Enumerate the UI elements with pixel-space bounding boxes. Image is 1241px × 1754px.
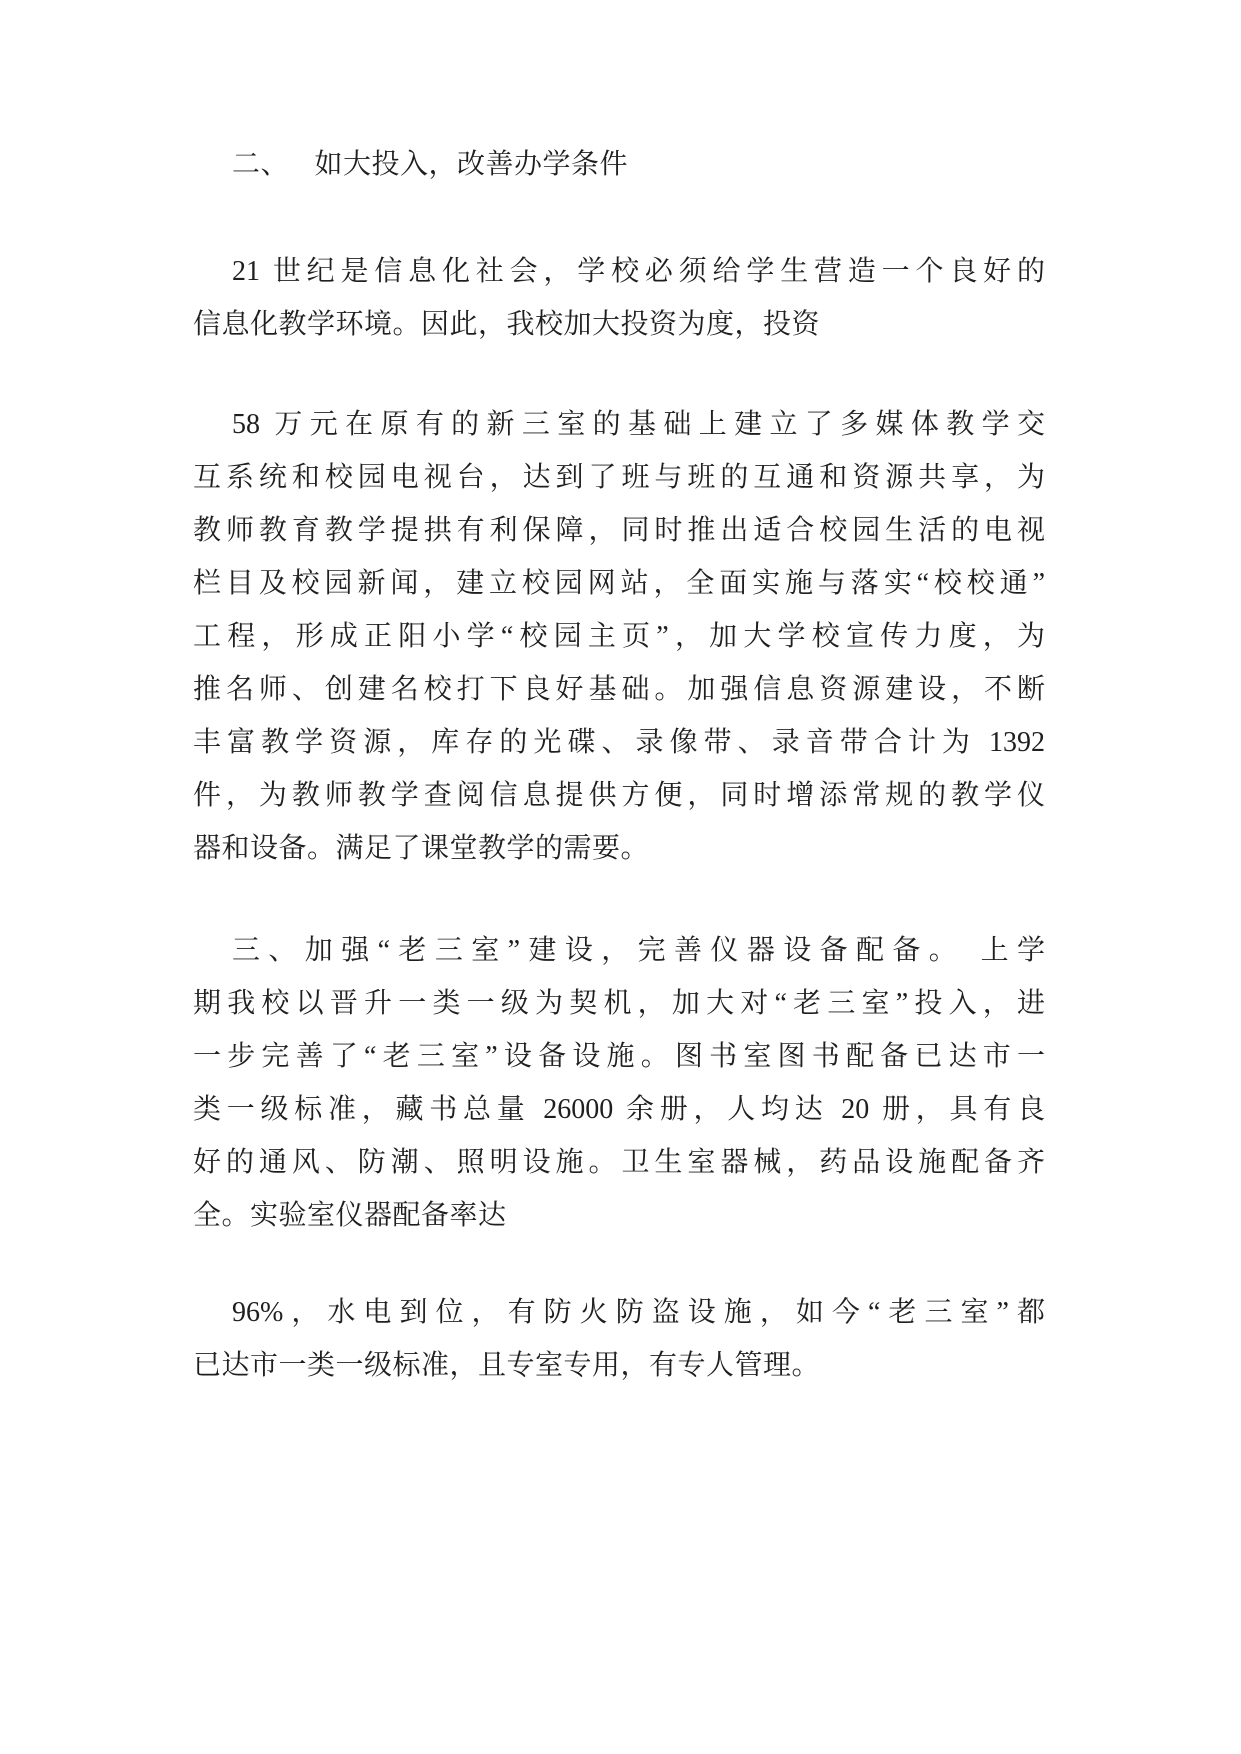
paragraph-line: 58 万元在原有的新三室的基础上建立了多媒体教学交 — [232, 409, 1045, 440]
paragraph-line: 栏目及校园新闻，建立校园网站，全面实施与落实“校校通” — [193, 568, 1045, 599]
paragraph-line: 三、加强“老三室”建设，完善仪器设备配备。 上学 — [232, 935, 1045, 966]
paragraph-line: 丰富教学资源，库存的光碟、录像带、录音带合计为 1392 — [193, 727, 1045, 758]
paragraph-line: 互系统和校园电视台，达到了班与班的互通和资源共享，为 — [193, 462, 1045, 493]
paragraph-line: 教师教育教学提拱有利保障，同时推出适合校园生活的电视 — [193, 515, 1045, 546]
paragraph-line: 工程，形成正阳小学“校园主页”，加大学校宣传力度，为 — [193, 621, 1045, 652]
paragraph-line: 器和设备。满足了课堂教学的需要。 — [193, 833, 650, 864]
paragraph-4 — [0, 1286, 1241, 1392]
section-heading-block — [0, 138, 1241, 191]
section-heading: 二、 如大投入，改善办学条件 — [232, 149, 629, 180]
paragraph-line: 一步完善了“老三室”设备设施。图书室图书配备已达市一 — [193, 1041, 1045, 1072]
paragraph-line: 期我校以晋升一类一级为契机，加大对“老三室”投入，进 — [193, 988, 1045, 1019]
paragraph-3 — [0, 924, 1241, 1242]
paragraph-line: 类一级标准，藏书总量 26000 余册，人均达 20 册，具有良 — [193, 1094, 1045, 1125]
paragraph-line: 96%，水电到位，有防火防盗设施，如今“老三室”都 — [232, 1297, 1045, 1328]
paragraph-1 — [0, 245, 1241, 351]
paragraph-line: 全。实验室仪器配备率达 — [193, 1200, 507, 1231]
paragraph-line: 推名师、创建名校打下良好基础。加强信息资源建设，不断 — [193, 674, 1045, 705]
paragraph-line: 21 世纪是信息化社会，学校必须给学生营造一个良好的 — [232, 256, 1045, 287]
paragraph-line: 信息化教学环境。因此，我校加大投资为度，投资 — [193, 309, 821, 340]
paragraph-line: 已达市一类一级标准，且专室专用，有专人管理。 — [193, 1350, 821, 1381]
paragraph-2 — [0, 398, 1241, 875]
paragraph-line: 件，为教师教学查阅信息提供方便，同时增添常规的教学仪 — [193, 780, 1045, 811]
paragraph-line: 好的通风、防潮、照明设施。卫生室器械，药品设施配备齐 — [193, 1147, 1045, 1178]
